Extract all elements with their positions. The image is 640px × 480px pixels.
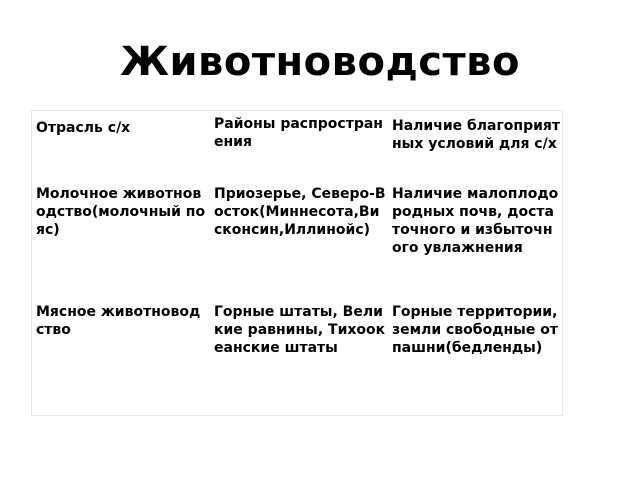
header-cell-conditions: Наличие благоприятных условий для с/х	[392, 118, 561, 152]
table-cell-dairy-conditions: Наличие малоплодородных почв, достаточного и избыточного увлажнения	[392, 186, 559, 256]
table-cell-meat-regions: Горные штаты, Великие равнины, Тихоокеанские штаты	[214, 304, 386, 356]
header-cell-regions: Районы распространения	[214, 116, 383, 150]
table-cell-dairy-branch: Молочное животноводство(молочный пояс)	[36, 186, 206, 238]
data-table	[31, 110, 563, 416]
table-cell-meat-conditions: Горные территории, земли свободные от пашни(бедленды)	[392, 304, 558, 356]
header-cell-branch: Отрасль с/х	[36, 120, 131, 136]
table-cell-dairy-regions: Приозерье, Северо-Восток(Миннесота,Висконсин,Иллинойс)	[214, 186, 386, 238]
table-cell-meat-branch: Мясное животноводство	[36, 304, 201, 338]
slide-title: Животноводство	[120, 39, 520, 85]
